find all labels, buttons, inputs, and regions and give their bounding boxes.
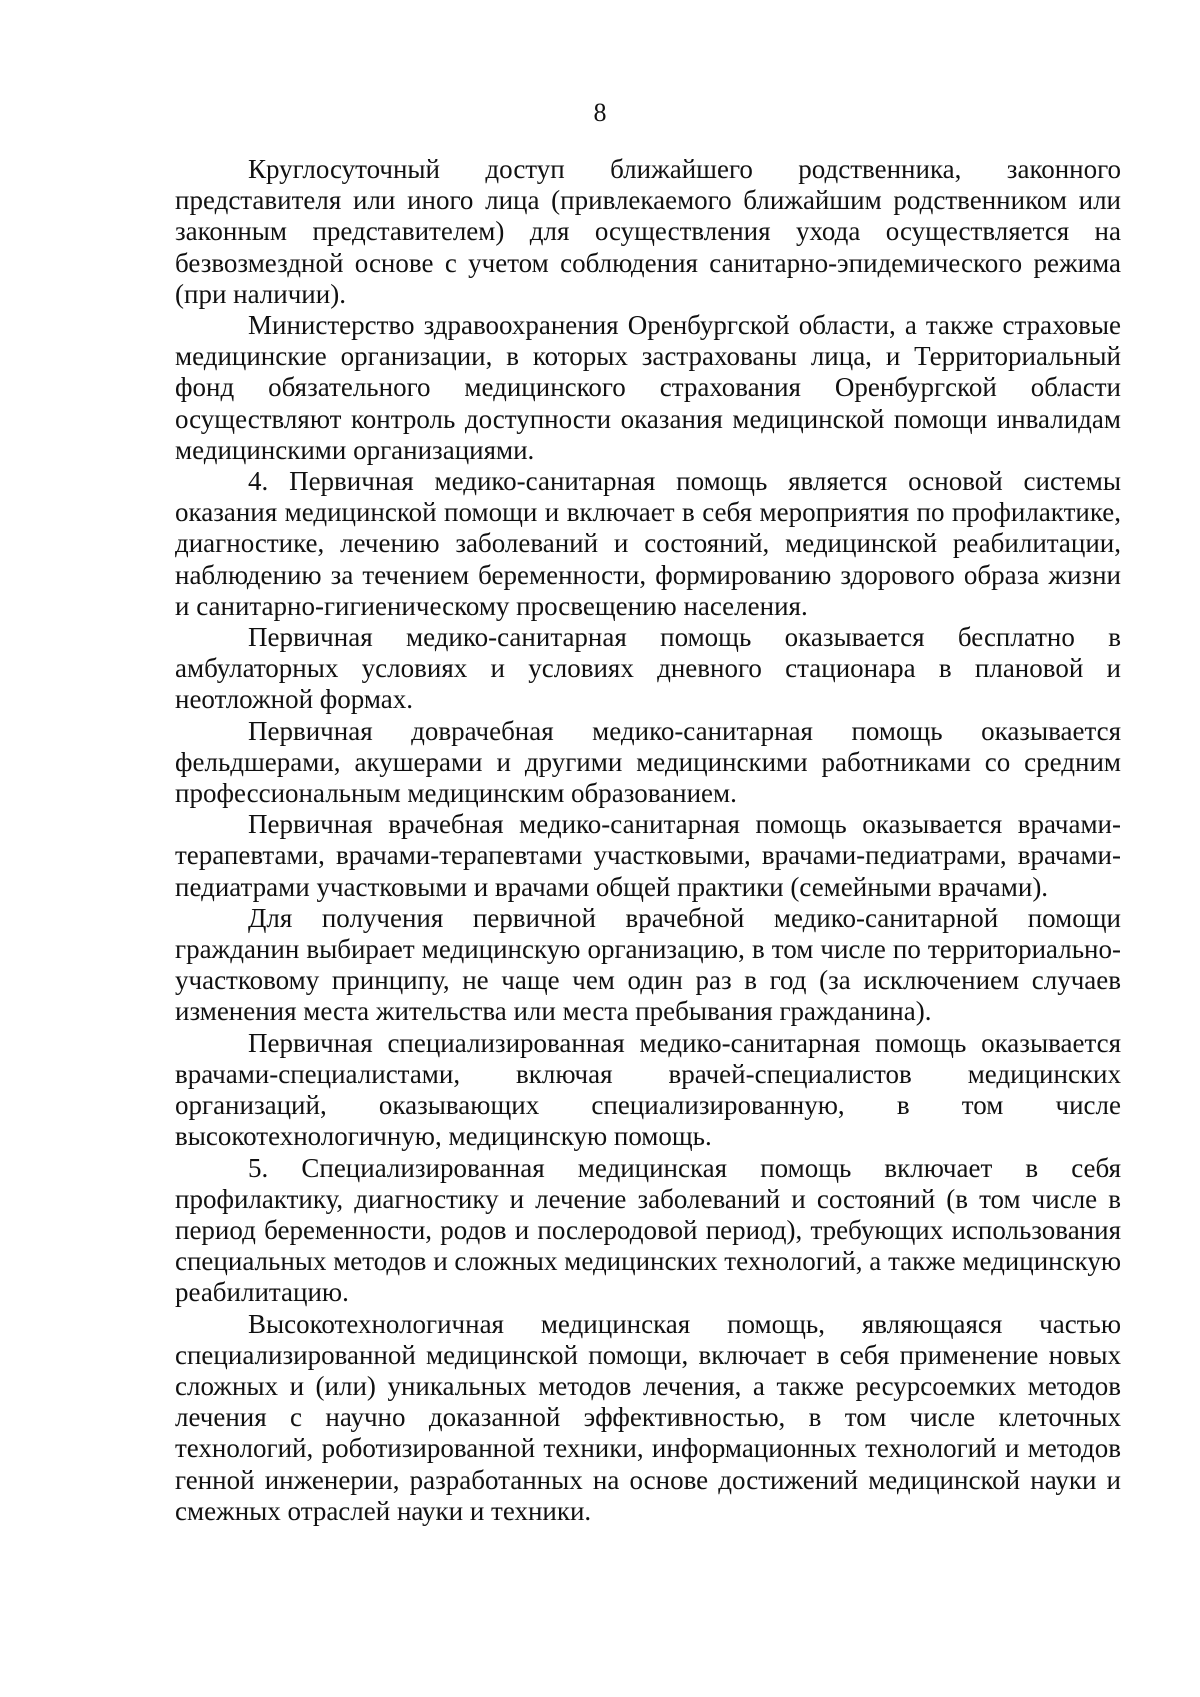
paragraph-primary-care-conditions: Первичная медико-санитарная помощь оказывается бесплатно в амбулаторных условиях и условиях дневного стационара в плановой и неотложной формах.	[175, 622, 1121, 715]
paragraph-specialized-primary-care: Первичная специализированная медико-санитарная помощь оказывается врачами-специалистами, включая врачей-специалистов медицинских организаций, оказывающих специализированную, в том числе высокотехнологичную, медицинскую помощь.	[175, 1027, 1121, 1152]
page-number: 8	[593, 98, 607, 127]
paragraph-section-4-primary-care: 4. Первичная медико-санитарная помощь является основой системы оказания медицинской помощи и включает в себя мероприятия по профилактике, диагностике, лечению заболеваний и состояний, медицинской реабилитации, наблюдению за течением беременности, формированию здорового образа жизни и санитарно-гигиеническому просвещению населения.	[175, 466, 1121, 621]
paragraph-organization-choice: Для получения первичной врачебной медико-санитарной помощи гражданин выбирает медицинскую организацию, в том числе по территориально-участковому принципу, не чаще чем один раз в год (за исключением случаев изменения места жительства или места пребывания гражданина).	[175, 902, 1121, 1027]
document-body	[175, 154, 1121, 1527]
paragraph-section-5-specialized-care: 5. Специализированная медицинская помощь включает в себя профилактику, диагностику и лечение заболеваний и состояний (в том числе в период беременности, родов и послеродовой период), требующих использования специальных методов и сложных медицинских технологий, а также медицинскую реабилитацию.	[175, 1152, 1121, 1308]
paragraph-pre-doctor-care: Первичная доврачебная медико-санитарная помощь оказывается фельдшерами, акушерами и другими медицинскими работниками со средним профессиональным медицинским образованием.	[175, 715, 1121, 809]
paragraph-high-tech-care: Высокотехнологичная медицинская помощь, являющаяся частью специализированной медицинской помощи, включает в себя применение новых сложных и (или) уникальных методов лечения, а также ресурсоемких методов лечения с научно доказанной эффективностью, в том числе клеточных технологий, роботизированной техники, информационных технологий и методов генной инженерии, разработанных на основе достижений медицинской науки и смежных отраслей науки и техники.	[175, 1308, 1121, 1526]
paragraph-doctor-care: Первичная врачебная медико-санитарная помощь оказывается врачами-терапевтами, врачами-терапевтами участковыми, врачами-педиатрами, врачами-педиатрами участковыми и врачами общей практики (семейными врачами).	[175, 809, 1121, 902]
paragraph-caregiver-access: Круглосуточный доступ ближайшего родственника, законного представителя или иного лица (привлекаемого ближайшим родственником или законным представителем) для осуществления ухода осуществляется на безвозмездной основе с учетом соблюдения санитарно-эпидемического режима (при наличии).	[175, 154, 1121, 309]
paragraph-accessibility-control: Министерство здравоохранения Оренбургской области, а также страховые медицинские организации, в которых застрахованы лица, и Территориальный фонд обязательного медицинского страхования Оренбургской области осуществляют контроль доступности оказания медицинской помощи инвалидам медицинскими организациями.	[175, 310, 1121, 465]
